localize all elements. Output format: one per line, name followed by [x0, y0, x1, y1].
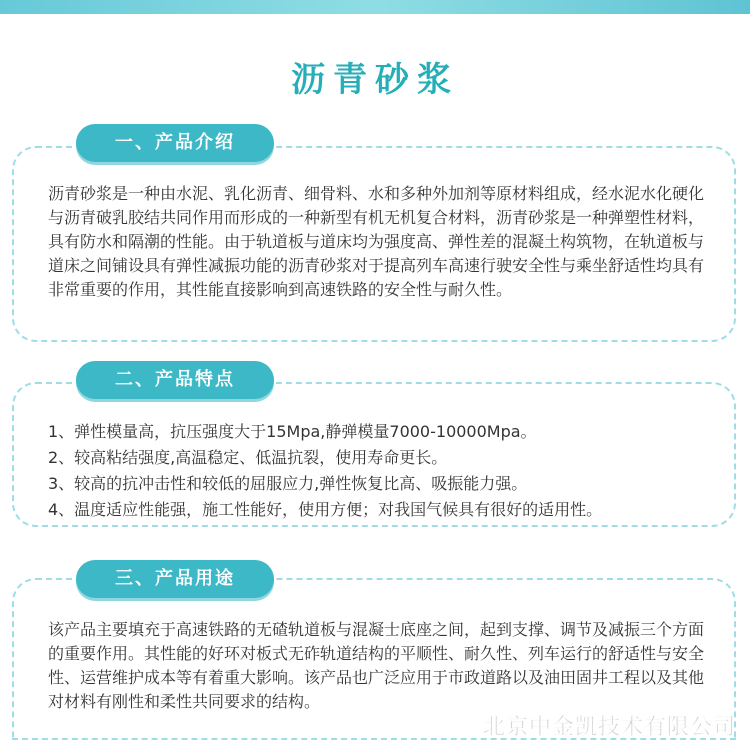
page-title: 沥青砂浆: [291, 60, 459, 100]
feature-list: [48, 419, 712, 523]
list-item: 1、弹性模量高，抗压强度大于15Mpa,静弹模量7000-10000Mpa。: [48, 422, 537, 441]
list-item: 2、较高粘结强度,高温稳定、低温抗裂，使用寿命更长。: [48, 448, 448, 467]
section-features-heading: 二、产品特点: [76, 361, 274, 399]
section-intro-text: 沥青砂浆是一种由水泥、乳化沥青、细骨料、水和多种外加剂等原材料组成，经水泥水化硬化与沥青破乳胶结共同作用而形成的一种新型有机无机复合材料，沥青砂浆是一种弹塑性材料，具有防水和隔潮的性能。由于轨道板与道床均为强度高、弹性差的混凝土构筑物，在轨道板与道床之间铺设具有弹性减振功能的沥青砂浆对于提高列车高速行驶安全性与乘坐舒适性均具有非常重要的作用，其性能直接影响到高速铁路的安全性与耐久性。: [48, 184, 705, 299]
list-item: 3、较高的抗冲击性和较低的屈服应力,弹性恢复比高、吸振能力强。: [48, 474, 528, 493]
company-watermark: 北京中金凯技术有限公司: [482, 715, 736, 740]
section-intro-heading: 一、产品介绍: [76, 124, 274, 162]
section-usage-text: 该产品主要填充于高速铁路的无碴轨道板与混凝士底座之间，起到支撑、调节及减振三个方面的重要作用。其性能的好环对板式无砟轨道结构的平顺性、耐久性、列车运行的舒适性与安全性、运营维护成本等有着重大影响。该产品也广泛应用于市政道路以及油田固井工程以及其他对材料有刚性和柔性共同要求的结构。: [48, 620, 705, 711]
list-item: 4、温度适应性能强，施工性能好，使用方便；对我国气候具有很好的适用性。: [48, 500, 603, 519]
top-decorative-bar: [0, 0, 750, 14]
section-usage-heading: 三、产品用途: [76, 560, 274, 598]
